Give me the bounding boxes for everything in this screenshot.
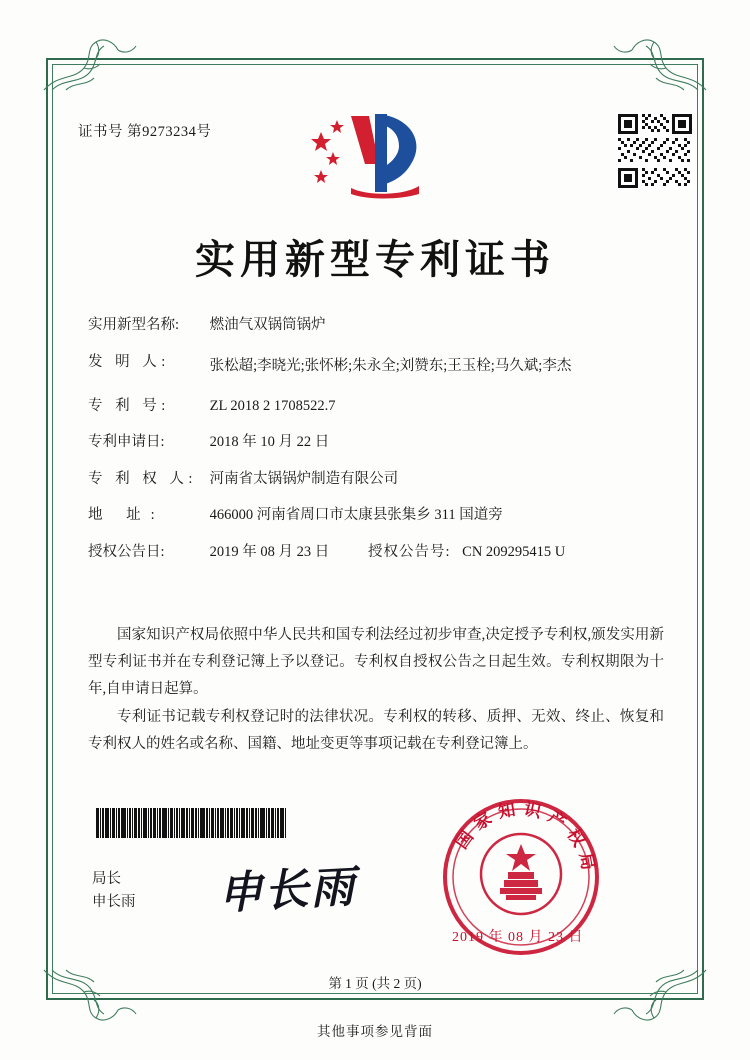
field-label-grant-date: 授权公告日: [88,543,165,560]
seal-text: 国家知识产权局 [451,799,599,879]
field-value: ZL 2018 2 1708522.7 [209,397,336,414]
field-value: 河南省太锅锅炉制造有限公司 [209,470,399,487]
field-patent-number [88,399,668,414]
footer-note: 其他事项参见背面 [317,1024,433,1039]
field-label-grant-number: 授权公告号: [368,543,451,560]
field-utility-model-name [88,318,668,333]
page-title: 实用新型专利证书 [195,237,555,282]
director-name: 申长雨 [92,894,136,911]
page-number: 第 1 页 (共 2 页) [328,976,422,991]
field-application-date [88,435,668,450]
field-value: 466000 河南省周口市太康县张集乡 311 国道旁 [209,507,503,524]
field-grant-row [88,545,668,560]
field-value: 燃油气双锅筒锅炉 [209,317,326,333]
field-address [88,508,668,523]
handwritten-signature: 申长雨 [217,862,358,919]
barcode-icon [96,808,336,838]
ornament-corner-top-left [40,34,156,94]
paragraph-1: 国家知识产权局依照中华人民共和国专利法经过初步审查,决定授予专利权,颁发实用新型专利证书并在专利登记簿上予以登记。专利权自授权公告之日起生效。专利权期限为十年,自申请日起算。 [88,627,664,697]
patent-office-logo-icon [307,108,443,200]
field-label: 专 利 权 人: [88,470,197,487]
field-label: 专利申请日: [88,434,165,451]
signature-labels [92,868,136,914]
field-label: 地 址: [88,507,165,524]
field-label: 专 利 号: [88,397,170,414]
legal-text [88,622,664,760]
field-patentee [88,472,668,487]
field-label: 实用新型名称: [88,317,180,333]
field-value-grant-date: 2019 年 08 月 23 日 [209,543,330,560]
certificate-number: 证书号 第9273234号 [78,124,212,140]
field-value-grant-number: CN 209295415 U [462,543,566,560]
field-list [88,318,668,581]
qr-code-icon [616,112,694,190]
seal-date: 2019 年 08 月 23 日 [452,930,584,945]
director-title: 局长 [92,871,121,887]
field-value: 张松超;李晓光;张怀彬;朱永全;刘赞东;王玉栓;马久斌;李杰 [209,357,572,374]
field-label: 发 明 人: [88,353,170,370]
field-inventor [88,355,668,377]
field-value: 2018 年 10 月 22 日 [209,434,330,451]
field-grant-number [368,545,565,560]
paragraph-2: 专利证书记载专利权登记时的法律状况。专利权的转移、质押、无效、终止、恢复和专利权人的姓名或名称、国籍、地址变更等事项记载在专利登记簿上。 [88,709,664,753]
ornament-corner-top-right [594,34,710,94]
